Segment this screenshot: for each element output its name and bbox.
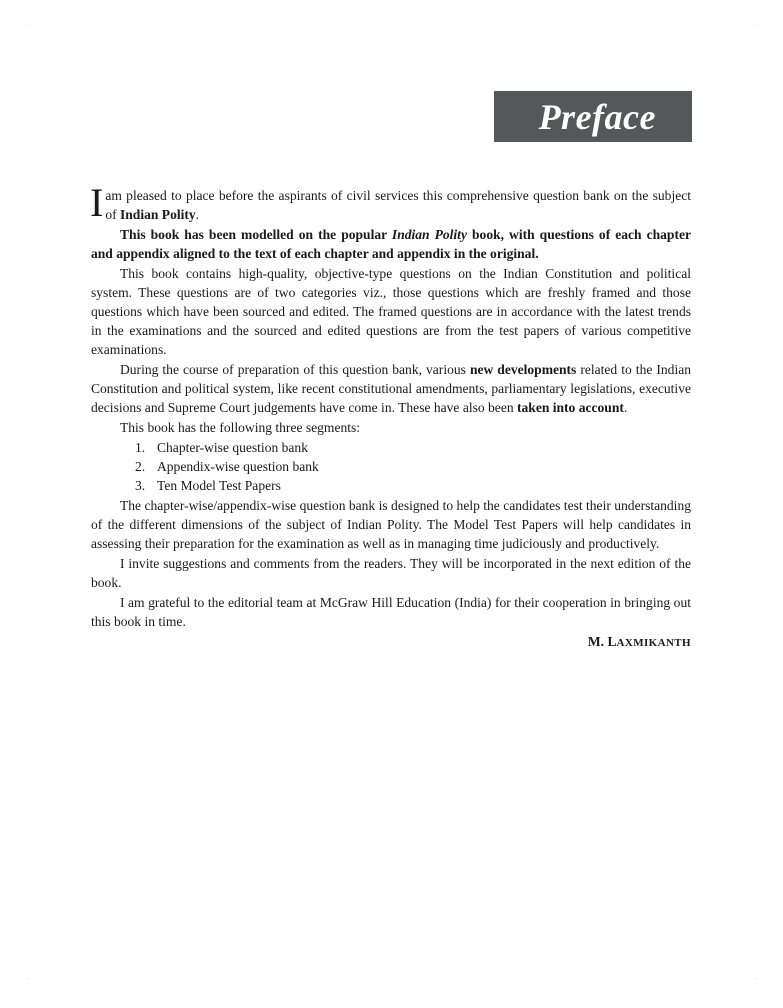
paragraph-purpose: The chapter-wise/appendix-wise question bank is designed to help the candidates test their understanding of the different dimensions of the subject of Indian Polity. The Model Test Papers will help candidates in assessing their preparation for the examination as well as in managing time judiciously and productively. — [91, 498, 691, 551]
paragraph-suggestions: I invite suggestions and comments from the readers. They will be incorporated in the next edition of the book. — [91, 556, 691, 590]
list-number: 1. — [135, 440, 146, 455]
bold-span: new developments — [469, 362, 577, 377]
bold-span: This book has been modelled on the popular — [120, 227, 392, 242]
text-span: During the course of preparation of this question bank, various — [120, 362, 470, 377]
bold-span: Indian Polity — [120, 207, 196, 222]
segments-list — [91, 438, 691, 495]
signature-rest: AXMIKANTH — [616, 637, 691, 649]
bold-span: book, with questions of each chapter and appendix aligned to the text of each chapter and appendix in the original. — [91, 227, 691, 261]
crop-mark: · — [28, 22, 30, 28]
list-item — [91, 457, 691, 476]
paragraph-contents: This book contains high-quality, objective-type questions on the Indian Constitution and political system. These questions are of two categories viz., those questions which are freshly framed and those questions which have been sourced and edited. The framed questions are in accordance with the latest trends in the examinations and the sourced and edited questions are from the test papers of various competitive examinations. — [91, 266, 691, 357]
page-title: Preface — [538, 96, 656, 137]
text-span: related to the Indian Constitution and political system, like recent constitutional amendments, parliamentary legislations, executive decisions and Supreme Court judgements have come in. These have also been — [91, 362, 691, 415]
text-span: am pleased to place before the aspirants of civil services this comprehensive question bank on the subject of — [105, 188, 691, 222]
author-signature — [91, 632, 691, 653]
signature-initial: M. L — [587, 634, 617, 649]
italic-book-title: Indian Polity — [391, 227, 467, 242]
preface-banner — [494, 91, 692, 142]
drop-cap: I — [90, 180, 104, 225]
paragraph-modelled — [91, 225, 691, 263]
paragraph-developments — [91, 360, 691, 417]
list-label: Chapter-wise question bank — [157, 440, 308, 455]
paragraph-segments-intro: This book has the following three segments: — [120, 420, 361, 435]
text-span: . — [195, 207, 200, 222]
list-label: Appendix-wise question bank — [157, 459, 319, 474]
list-item — [91, 476, 691, 495]
list-number: 2. — [135, 459, 146, 474]
crop-mark: · — [28, 976, 30, 982]
list-number: 3. — [135, 478, 146, 493]
crop-mark: · — [754, 22, 756, 28]
list-item — [91, 438, 691, 457]
paragraph-acknowledgement: I am grateful to the editorial team at McGraw Hill Education (India) for their cooperation in bringing out this book in time. — [91, 595, 691, 629]
crop-mark: · — [754, 976, 756, 982]
paragraph-intro — [90, 180, 691, 225]
preface-body — [90, 180, 691, 653]
bold-span: taken into account — [517, 400, 624, 415]
text-span: . — [623, 400, 628, 415]
list-label: Ten Model Test Papers — [157, 478, 281, 493]
